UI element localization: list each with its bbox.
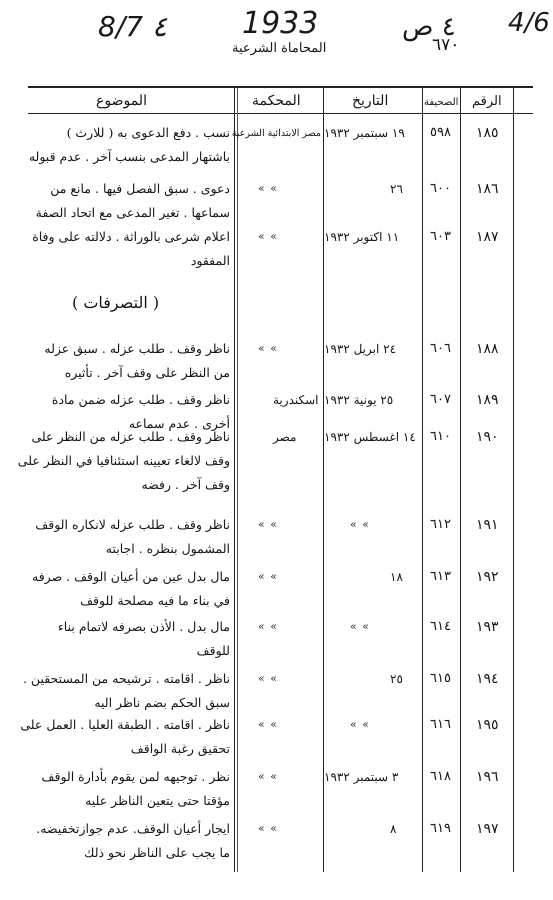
entry-page: ٦١٩ (430, 821, 451, 836)
running-head-title: المحاماة الشرعية (232, 41, 327, 56)
entry-page: ٦١٤ (430, 619, 451, 634)
entry-date: ٣ سبتمبر ١٩٣٢ (324, 770, 399, 784)
entry-subject-line-1: ناظر وقف . طلب عزله لانكاره الوقف (35, 517, 230, 532)
entry-subject-line-2: تحقيق رغبة الواقف (130, 741, 230, 756)
entry-court-ditto: « « (258, 620, 278, 633)
col-header-number: الرقم (472, 94, 502, 109)
col-header-court: المحكمة (252, 93, 301, 109)
entry-date: ٢٤ ابريل ١٩٣٢ (324, 342, 397, 356)
entry-subject-line-2: أخرى . عدم سماعه (128, 416, 230, 431)
entry-subject-line-2: باشتهار المدعى بنسب آخر . عدم قبوله (28, 149, 230, 164)
column-divider-court (323, 88, 324, 872)
entry-subject-line-2: سماعها . تغير المدعى مع اتحاد الصفة (35, 205, 230, 220)
entry-subject-line-2: من النظر على وقف آخر . تأثيره (64, 365, 230, 380)
handwritten-corner-note: 4/6 (508, 8, 550, 38)
entry-court: مصر (273, 430, 297, 444)
entry-subject-line-1: مال بدل عين من أعيان الوقف . صرفه (32, 569, 230, 584)
entry-date-ditto: « « (350, 620, 370, 633)
entry-court-ditto: « « (258, 230, 278, 243)
entry-number: ١٩٢ (476, 569, 499, 585)
entry-number: ١٩٣ (476, 619, 499, 635)
handwritten-page-ref: ٤ ص (402, 12, 456, 42)
entry-subject-line-2: وقف لالغاء تعيينه استئنافيا في النظر على (17, 453, 230, 468)
entry-number: ١٨٦ (476, 181, 499, 197)
table-top-rule (28, 86, 533, 88)
entry-page: ٦١٣ (430, 569, 451, 584)
entry-date-ditto: « « (350, 718, 370, 731)
entry-date: ١١ اكتوبر ١٩٣٢ (324, 230, 400, 244)
entry-number: ١٩١ (476, 517, 499, 533)
entry-subject-line-1: مال بدل . الأذن بصرفه لاتمام بناء (57, 619, 230, 634)
entry-subject-line-2: في بناء ما فيه مصلحة للوقف (80, 593, 230, 608)
header-bottom-rule (28, 113, 533, 114)
entry-date: ١٨ (390, 570, 403, 584)
entry-date: ٨ (390, 822, 397, 836)
column-divider-page (460, 88, 461, 872)
column-divider-number (513, 88, 514, 872)
entry-number: ١٨٨ (476, 341, 499, 357)
entry-subject-line-1: ناظر وقف . طلب عزله من النظر على (31, 429, 230, 444)
entry-court-ditto: « « (258, 672, 278, 685)
entry-court-ditto: « « (258, 182, 278, 195)
entry-page: ٦٠٦ (430, 341, 451, 356)
col-header-date: التاريخ (352, 93, 389, 109)
entry-number: ١٨٧ (476, 229, 499, 245)
entry-subject-line-1: ناظر وقف . طلب عزله ضمن مادة (51, 392, 230, 407)
entry-date: ٢٦ (390, 182, 403, 196)
entry-court-ditto: « « (258, 770, 278, 783)
entry-date: ٢٥ (390, 672, 403, 686)
entry-date: ١٤ اغسطس ١٩٣٢ (324, 430, 416, 444)
entry-court-ditto: « « (258, 822, 278, 835)
section-heading: ( التصرفات ) (72, 293, 160, 312)
entry-court-ditto: « « (258, 570, 278, 583)
entry-page: ٦١٢ (430, 517, 451, 532)
entry-page: ٦١٦ (430, 717, 451, 732)
entry-subject-line-1: ناظر وقف . طلب عزله . سبق عزله (44, 341, 230, 356)
entry-subject-line-2: سبق الحكم بضم ناظر اليه (94, 695, 230, 710)
volume-page-number: ٦٧٠ (432, 35, 460, 55)
entry-subject-line-1: اعلام شرعى بالوراثة . دلالته على وفاة (32, 229, 230, 244)
entry-page: ٦٠٧ (430, 392, 451, 407)
column-divider-subject-double (237, 88, 238, 872)
entry-subject-line-2: مؤقتا حتى يتعين الناظر عليه (85, 793, 230, 808)
entry-page: ٥٩٨ (430, 125, 451, 140)
handwritten-date: 8/7 ٤ (98, 10, 168, 43)
entry-subject-line-2: للوقف (196, 643, 230, 658)
entry-page: ٦٠٠ (430, 181, 451, 196)
entry-page: ٦١٥ (430, 671, 451, 686)
entry-subject-line-2: المشمول بنظره . اجابته (105, 541, 230, 556)
entry-subject-line-1: ناظر . اقامته . الطبقة العليا . العمل على (20, 717, 230, 732)
entry-subject-line-2: ما يجب على الناظر نحو ذلك (84, 845, 230, 860)
entry-number: ١٩٠ (476, 429, 499, 445)
entry-court-ditto: « « (258, 718, 278, 731)
entry-court-ditto: « « (258, 342, 278, 355)
entry-date-ditto: « « (350, 518, 370, 531)
col-header-page: الصحيفة (424, 97, 459, 108)
entry-court-ditto: « « (258, 518, 278, 531)
entry-subject-line-1: دعوى . سبق الفصل فيها . مانع من (50, 181, 230, 196)
col-header-subject: الموضوع (96, 93, 147, 109)
entry-subject-line-1: ناظر . اقامته . ترشيحه من المستحقين . (22, 671, 230, 686)
entry-page: ٦١٠ (430, 429, 451, 444)
entry-date: ١٩ سبتمبر ١٩٣٢ (324, 126, 405, 140)
entry-subject-line-3: وقف آخر . رفضه (141, 477, 230, 492)
entry-number: ١٩٧ (476, 821, 499, 837)
column-divider-subject (234, 88, 235, 872)
entry-number: ١٩٦ (476, 769, 499, 785)
entry-subject-line-2: المفقود (190, 253, 230, 268)
entry-subject-line-1: نظر . توجيهه لمن يقوم بأدارة الوقف (41, 769, 230, 784)
entry-court: اسكندرية (273, 393, 319, 407)
entry-date: ٢٥ يونية ١٩٣٢ (324, 393, 394, 407)
entry-page: ٦١٨ (430, 769, 451, 784)
entry-number: ١٨٩ (476, 392, 499, 408)
entry-page: ٦٠٣ (430, 229, 451, 244)
column-divider-date (422, 88, 423, 872)
entry-subject-line-1: ايجار أعيان الوقف. عدم جوازتخفيضه. (36, 821, 230, 836)
entry-number: ١٩٥ (476, 717, 499, 733)
handwritten-year: 1933 (242, 6, 319, 41)
entry-number: ١٨٥ (476, 125, 499, 141)
entry-subject-line-1: نسب . دفع الدعوى به ( للارث ) (66, 125, 230, 140)
entry-court: مصر الابتدائية الشرعية (231, 128, 321, 139)
entry-number: ١٩٤ (476, 671, 499, 687)
